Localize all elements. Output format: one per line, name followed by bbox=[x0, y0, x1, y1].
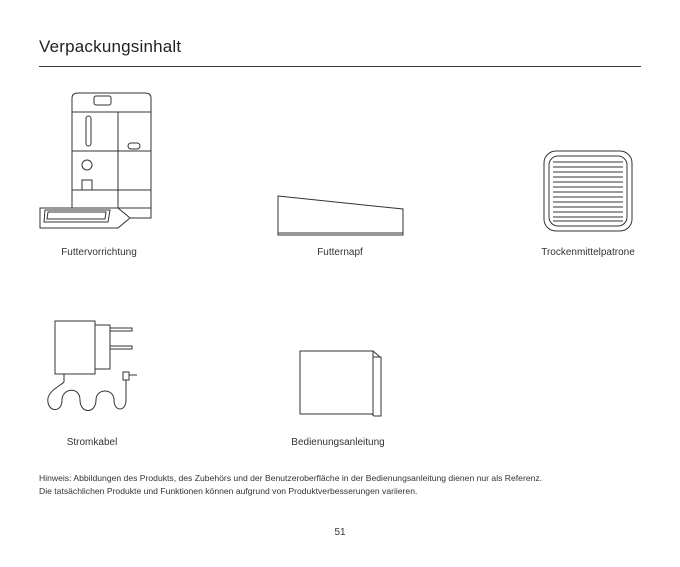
item-label: Bedienungsanleitung bbox=[291, 437, 385, 448]
note-line-1: Hinweis: Abbildungen des Produkts, des Zubehörs und der Benutzeroberfläche in der Bedienungsanleitung dienen nur als Referenz. bbox=[39, 473, 543, 483]
page-title: Verpackungsinhalt bbox=[39, 37, 182, 56]
item-label: Futternapf bbox=[317, 247, 363, 258]
item-label: Trockenmittelpatrone bbox=[541, 247, 635, 258]
item-label: Stromkabel bbox=[66, 437, 118, 448]
note-line-2: Die tatsächlichen Produkte und Funktionen können aufgrund von Produktverbesserungen variieren. bbox=[39, 485, 418, 496]
page-number: 51 bbox=[334, 527, 346, 538]
note bbox=[39, 472, 649, 497]
item-label: Futtervorrichtung bbox=[61, 247, 137, 258]
